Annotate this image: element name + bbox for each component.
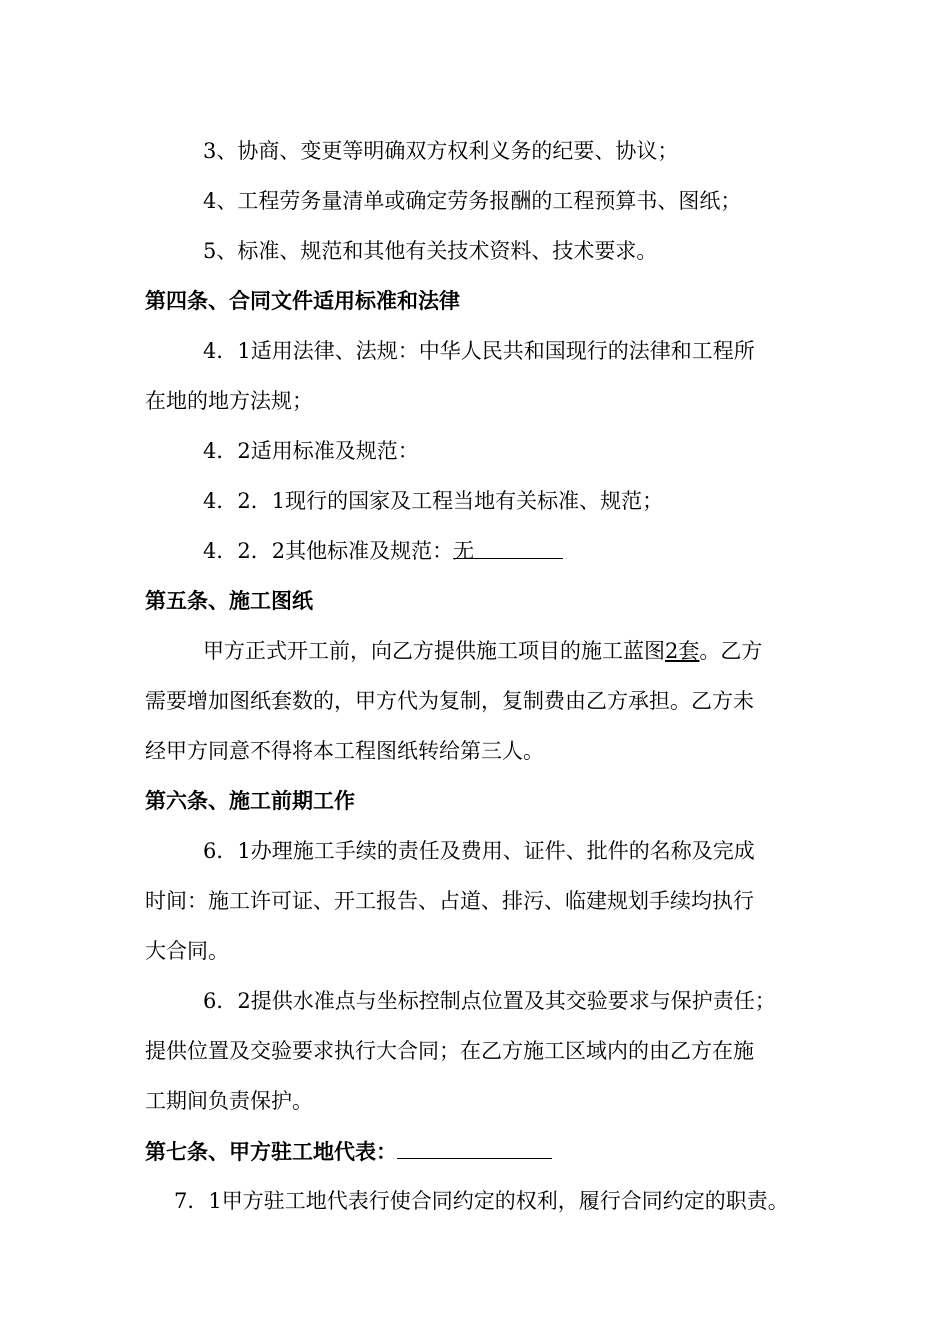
clause-6-2-line-2: 提供位置及交验要求执行大合同；在乙方施工区域内的由乙方在施 [145, 1039, 754, 1063]
clause-6-1-line-1: 6．1办理施工手续的责任及费用、证件、批件的名称及完成 [203, 839, 755, 863]
list-item-3: 3、协商、变更等明确双方权利义务的纪要、协议； [203, 139, 679, 163]
article-5-heading: 第五条、施工图纸 [145, 588, 313, 613]
clause-6-1-line-2: 时间：施工许可证、开工报告、占道、排污、临建规划手续均执行 [145, 889, 754, 913]
clause-4-2-2-label: 4．2．2其他标准及规范： [203, 539, 454, 563]
clause-6-2-line-1: 6．2提供水准点与坐标控制点位置及其交验要求与保护责任； [203, 989, 776, 1013]
article-7-heading [145, 1136, 552, 1167]
article-7-heading-text: 第七条、甲方驻工地代表： [145, 1139, 397, 1164]
article-4-heading: 第四条、合同文件适用标准和法律 [145, 288, 460, 313]
clause-6-2-line-3: 工期间负责保护。 [145, 1089, 313, 1113]
clause-4-2-2-value-field [453, 536, 563, 563]
list-item-4: 4、工程劳务量清单或确定劳务报酬的工程预算书、图纸； [203, 189, 742, 213]
clause-4-2-2 [203, 536, 563, 566]
article-5-line-1-pre: 甲方正式开工前，向乙方提供施工项目的施工蓝图 [203, 639, 665, 663]
site-representative-blank [397, 1136, 552, 1159]
article-5-line-2: 需要增加图纸套数的，甲方代为复制，复制费由乙方承担。乙方未 [145, 689, 754, 713]
clause-4-2-2-value: 无 [453, 539, 475, 563]
clause-4-2: 4．2适用标准及规范： [203, 439, 419, 463]
clause-6-1-line-3: 大合同。 [145, 939, 229, 963]
drawing-sets-value: 2套 [665, 639, 700, 663]
article-6-heading: 第六条、施工前期工作 [145, 788, 355, 813]
clause-4-1-line-2: 在地的地方法规； [145, 389, 313, 413]
article-5-line-1 [203, 636, 762, 666]
list-item-5: 5、标准、规范和其他有关技术资料、技术要求。 [203, 239, 658, 263]
article-5-line-1-post: 。乙方 [699, 639, 763, 663]
clause-4-1-line-1: 4．1适用法律、法规：中华人民共和国现行的法律和工程所 [203, 339, 755, 363]
clause-4-2-1: 4．2．1现行的国家及工程当地有关标准、规范； [203, 489, 664, 513]
article-5-line-3: 经甲方同意不得将本工程图纸转给第三人。 [145, 739, 544, 763]
clause-7-1: 7．1甲方驻工地代表行使合同约定的权利，履行合同约定的职责。 [174, 1189, 789, 1213]
